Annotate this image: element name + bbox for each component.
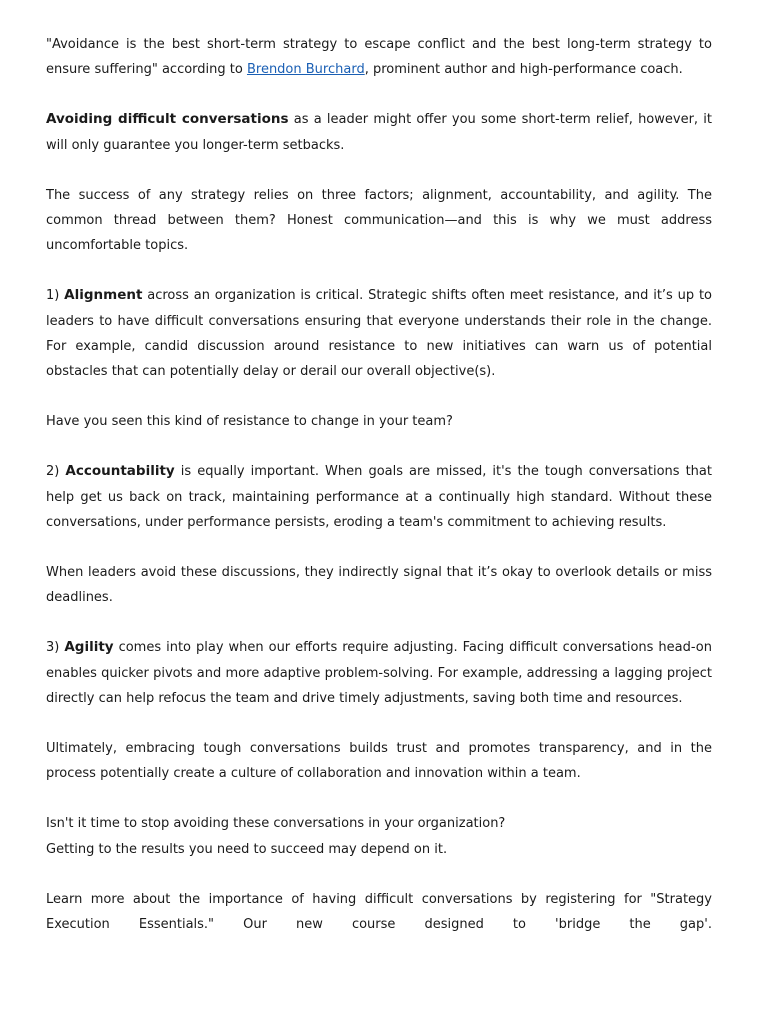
alignment-text: across an organization is critical. Strategic shifts often meet resistance, and it’s up to leaders to have difficult conversations ensuring that everyone understands their role in the change. For example, candid discussion around resistance to new initiatives can warn us of potential obstacles that can potentially delay or derail our overall objective(s). [46,288,713,380]
brendon-burchard-link[interactable]: Brendon Burchard [246,62,365,78]
resistance-question-paragraph: Have you seen this kind of resistance to change in your team? [46,414,453,430]
intro-quote-paragraph [46,32,712,82]
agility-text: comes into play when our efforts require adjusting. Facing difficult conversations head-on enables quicker pivots and more adaptive problem-solving. For example, addressing a lagging project directly can help refocus the team and drive timely adjustments, saving both time and resources. [46,640,712,706]
stop-avoiding-line: Isn't it time to stop avoiding these conversations in your organization? [46,816,506,832]
avoiding-conversations-paragraph [46,107,712,157]
agility-heading: Agility [64,639,114,656]
leaders-avoid-paragraph: When leaders avoid these discussions, they indirectly signal that it’s okay to overlook details or miss deadlines. [46,565,712,606]
accountability-paragraph [46,459,712,535]
ultimately-paragraph: Ultimately, embracing tough conversations builds trust and promotes transparency, and in the process potentially create a culture of collaboration and innovation within a team. [46,741,712,782]
accountability-text: is equally important. When goals are missed, it's the tough conversations that help get us back on track, maintaining performance at a continually high standard. Without these conversations, under performance persists, eroding a team's commitment to achieving results. [46,464,712,530]
agility-paragraph [46,635,712,711]
alignment-heading: Alignment [64,287,143,304]
accountability-heading: Accountability [65,463,175,480]
learn-more-paragraph: Learn more about the importance of having difficult conversations by registering for "Strategy Execution Essentials." Our new course designed to 'bridge the gap'. [46,891,712,933]
article-body [46,32,712,962]
avoiding-conversations-text: as a leader might offer you some short-term relief, however, it will only guarantee you longer-term setbacks. [46,112,713,153]
quote-text: "Avoidance is the best short-term strategy to escape conflict and the best long-term strategy to ensure suffering" according to [46,37,712,78]
avoiding-conversations-heading: Avoiding difficult conversations [46,111,289,128]
quote-attribution: , prominent author and high-performance coach. [364,62,683,78]
alignment-number: 1) [46,288,65,304]
three-factors-paragraph: The success of any strategy relies on three factors; alignment, accountability, and agility. The common thread between them? Honest communication—and this is why we must address uncomfortable topics. [46,187,712,254]
accountability-number: 2) [46,464,66,480]
results-line: Getting to the results you need to succeed may depend on it. [46,841,448,857]
agility-number: 3) [46,640,65,656]
alignment-paragraph [46,283,712,384]
